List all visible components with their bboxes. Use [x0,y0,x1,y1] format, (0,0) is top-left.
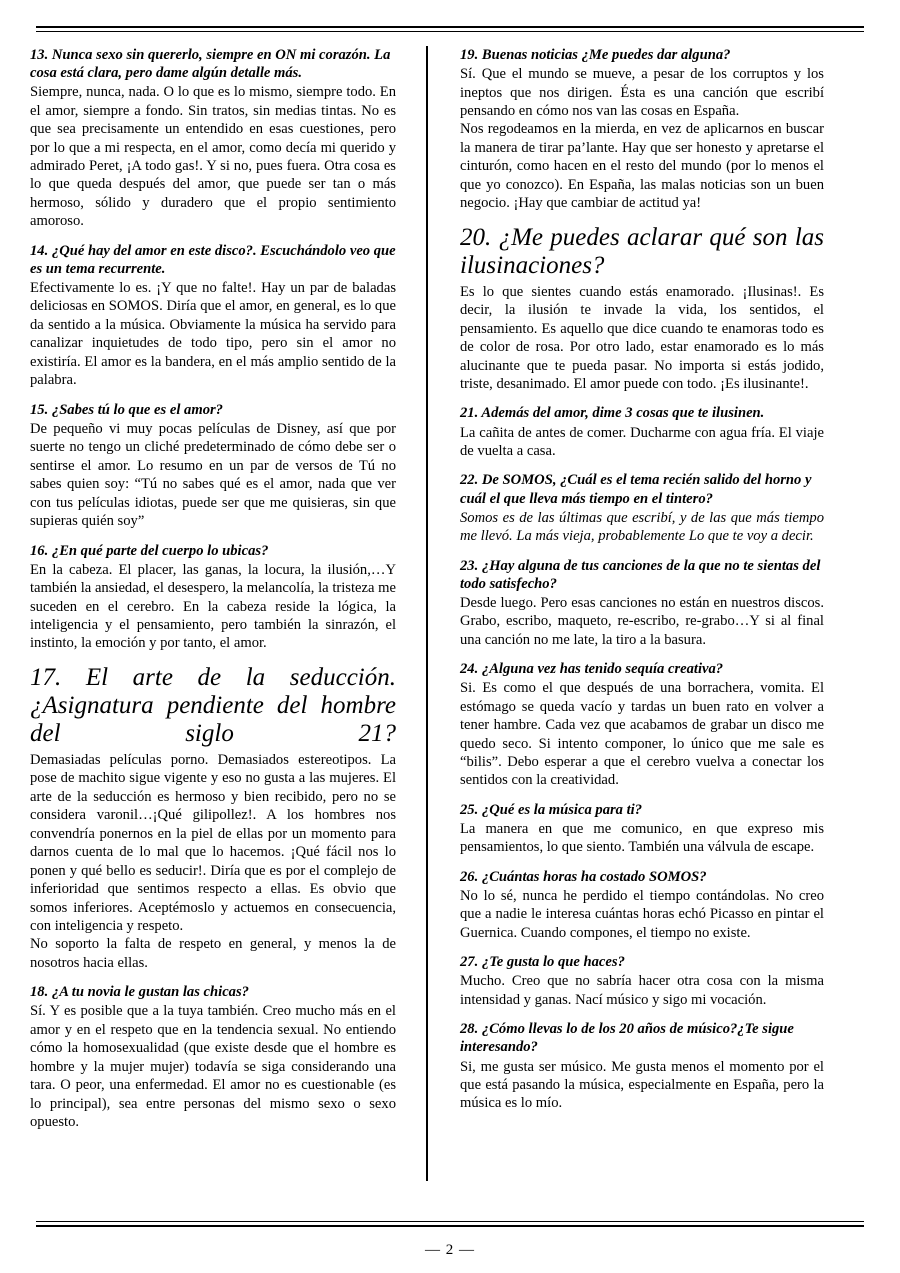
answer-paragraph: Sí. Y es posible que a la tuya también. Creo mucho más en el amor y en el respeto que en la tendencia sexual. No entiendo cómo la homosexualidad (que existe desde que el hombre es hombre y la mujer mujer) todavía se siga considerando una tara. O peor, una enfermedad. El amor no es cuestionable (es lo principal), sea entre personas del mismo sexo o sexo opuesto. [30,1003,396,1131]
answer-paragraph: En la cabeza. El placer, las ganas, la locura, la ilusión,…Y también la ansiedad, el desespero, la melancolía, la tristeza me suceden en el cerebro. En la cabeza reside la lógica, la inteligencia y el pensamiento, pero también la sinrazón, el instinto, la emoción y por tanto, el amor. [30,561,396,652]
answer-paragraph: Nos regodeamos en la mierda, en vez de aplicarnos en buscar la manera de tirar pa’lante. Hay que ser honesto y apretarse el cinturón, como hacen en el resto del mundo (por lo menos el que yo conozco). En España, las malas noticias son un buen negocio. ¡Hay que cambiar de actitud ya! [460,121,824,212]
qa-block [460,1020,824,1113]
qa-block [460,557,824,650]
answer-paragraph: La cañita de antes de comer. Ducharme con agua fría. El viaje de vuelta a casa. [460,424,824,459]
answer-paragraph: Somos es de las últimas que escribí, y de las que más tiempo me llevó. La más vieja, probablemente Lo que te voy a decir. [460,509,824,545]
question-heading: 15. ¿Sabes tú lo que es el amor? [30,401,223,418]
qa-block [30,401,396,531]
question-heading: 28. ¿Cómo llevas lo de los 20 años de músico?¿Te sigue interesando? [460,1021,794,1056]
footer-rule-wrap [36,1221,864,1227]
page-number: — 2 — [425,1242,475,1258]
question-heading: 24. ¿Alguna vez has tenido sequía creativa? [460,661,724,678]
question-heading: 21. Además del amor, dime 3 cosas que te ilusinen. [460,405,765,422]
qa-block [460,953,824,1009]
column-divider [426,46,428,1181]
left-column [30,46,418,1181]
question-heading-large: 20. ¿Me puedes aclarar qué son las ilusinaciones? [460,223,824,279]
answer-paragraph: Demasiadas películas porno. Demasiados estereotipos. La pose de machito sigue vigente y eso no gusta a las mujeres. El arte de la seducción es hermoso y bien recibido, pero no se considera varonil…¡Qué gilipollez!. A los hombres nos convendría ponernos en la piel de ellas por un momento para darnos cuenta de lo mal que lo hacemos. ¡Qué fácil nos lo ponen y qué bello es seducir!. Diría que es por el complejo de inferioridad que sentimos respecto a ellas. Es obvio que somos inferiores. Aceptémoslo y actuemos en consecuencia, con inteligencia y respeto. [30,751,396,934]
answer-paragraph: No soporto la falta de respeto en general, y menos la de nosotros hacia ellas. [30,936,396,971]
question-heading: 25. ¿Qué es la música para ti? [460,801,643,818]
answer-paragraph: No lo sé, nunca he perdido el tiempo contándolas. No creo que a nadie le interesa cuántas horas echó Picasso en pintar el Guernica. Cuando compones, el tiempo no existe. [460,887,824,941]
answer-paragraph: Desde luego. Pero esas canciones no están en nuestros discos. Grabo, escribo, maqueto, re-escribo, re-grabo…Y si al final una canción no me late, la tiro a la basura. [460,594,824,648]
answer-paragraph: Mucho. Creo que no sabría hacer otra cosa con la misma intensidad y ganas. Nací músico y sigo mi vocación. [460,973,824,1008]
question-heading: 27. ¿Te gusta lo que haces? [460,954,625,971]
question-heading: 18. ¿A tu novia le gustan las chicas? [30,984,249,1001]
right-column [436,46,824,1181]
answer-paragraph: Efectivamente lo es. ¡Y que no falte!. Hay un par de baladas deliciosas en SOMOS. Diría que el amor, en general, es lo que da sentido a la música. Obviamente la música ha servido para canalizar inquietudes de todo tipo, pero sin el amor no existiría. El amor es la bandera, en el más amplio sentido de la palabra. [30,280,396,389]
qa-block [30,542,396,653]
question-heading: 23. ¿Hay alguna de tus canciones de la que no te sientas del todo satisfecho? [460,557,821,592]
question-heading-large: 17. El arte de la seducción. ¿Asignatura pendiente del hombre del siglo 21? [30,663,396,747]
qa-block [30,242,396,390]
answer-paragraph: Siempre, nunca, nada. O lo que es lo mismo, siempre todo. En el amor, siempre a fondo. Sin tratos, sin medias tintas. No es que sea precisamente un entendido en esas cuestiones, pero por lo que a mi respecta, en el amor, como decía mi querido y admirado Peret, ¡A todo gas!. Y si no, pues fuera. Otra cosa es lo que queda después del amor, que puede ser tan o más hermoso, sólido y duradero que el propio sentimiento amoroso. [30,84,396,230]
footer-rule [36,1221,864,1227]
qa-block [460,801,824,857]
answer-paragraph: Sí. Que el mundo se mueve, a pesar de los corruptos y los ineptos que nos dirigen. Ésta es una canción que escribí pensando en cómo nos van las cosas en España. [460,66,824,119]
answer-paragraph: Si. Es como el que después de una borrachera, vomita. El estómago se queda vacío y tardas un buen rato en volver a tener hambre. Cada vez que acabamos de grabar un disco me quedo seco. Si intento componer, lo único que me sale es “bilis”. Debo esperar a que el cerebro vuelva a conectar los sentidos con la creatividad. [460,680,824,789]
qa-block [460,46,824,213]
qa-block [460,471,824,545]
answer-paragraph: Si, me gusta ser músico. Me gusta menos el momento por el que está pasando la música, especialmente en España, pero la música es lo mío. [460,1058,824,1112]
qa-block [30,46,396,231]
question-heading: 13. Nunca sexo sin quererlo, siempre en ON mi corazón. La cosa está clara, pero dame algún detalle más. [30,47,391,82]
answer-paragraph: Es lo que sientes cuando estás enamorado. ¡Ilusinas!. Es decir, la ilusión te invade la vida, los sentidos, el pensamiento. Es aquello que dice cuando te enamoras todo es de color de rosa. Por otro lado, estar enamorado es lo más alucinante que te pueda pasar. No importa si estás jodido, triste, desanimado. El amor puede con todo. ¡Es ilusinante!. [460,283,824,392]
qa-block [30,983,396,1131]
question-heading: 22. De SOMOS, ¿Cuál es el tema recién salido del horno y cuál el que lleva más tiempo en el tintero? [460,472,812,507]
question-heading: 16. ¿En qué parte del cuerpo lo ubicas? [30,542,269,559]
qa-block [460,660,824,790]
qa-block [460,868,824,942]
qa-block-featured [460,224,824,394]
qa-block-featured [30,664,396,972]
answer-paragraph: De pequeño vi muy pocas películas de Disney, así que por suerte no tengo un cliché predeterminado de cómo debe ser o sentirse el amor. Lo resumo en un par de versos de Tú no sabes quien soy: “Tú no sabes qué es el amor, nada que ver con tus películas idiotas, puede ser que me quisieras, sin que supieras quién soy” [30,420,396,530]
answer-paragraph: La manera en que me comunico, en que expreso mis pensamientos, lo que siento. También una válvula de escape. [460,820,824,856]
question-heading: 26. ¿Cuántas horas ha costado SOMOS? [460,868,707,885]
question-heading: 19. Buenas noticias ¿Me puedes dar alguna? [460,47,731,63]
question-heading: 14. ¿Qué hay del amor en este disco?. Escuchándolo veo que es un tema recurrente. [30,242,396,277]
header-rule [36,26,864,32]
two-column-body [30,46,870,1181]
qa-block [460,404,824,460]
